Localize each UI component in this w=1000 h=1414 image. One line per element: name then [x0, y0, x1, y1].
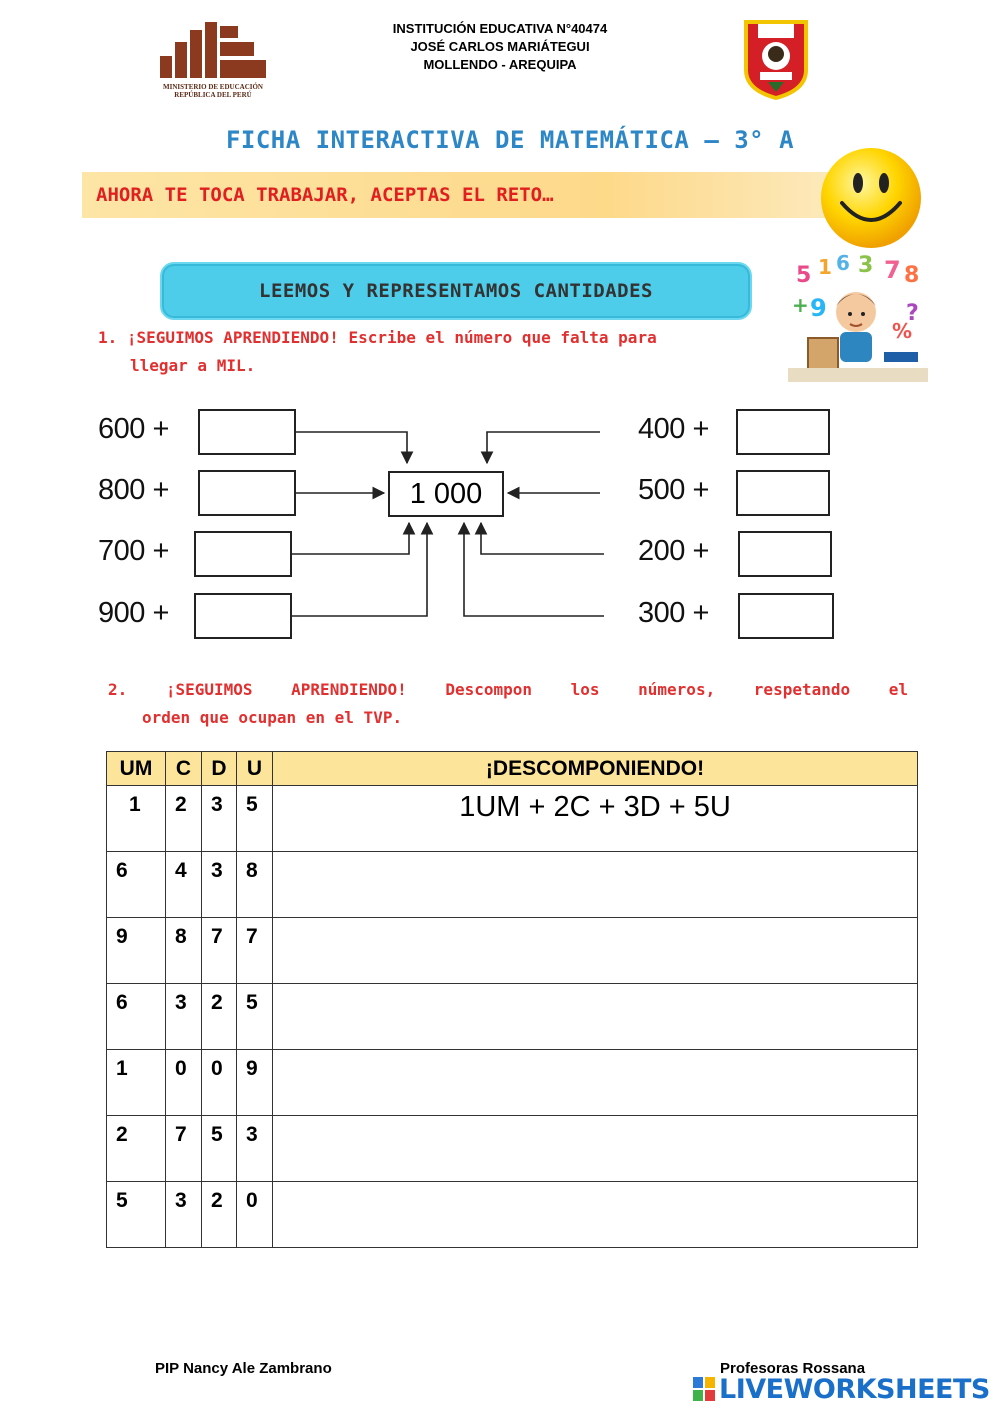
institution-line: MOLLENDO - AREQUIPA	[423, 57, 577, 72]
arrow-400	[487, 432, 600, 463]
cell-d: 2	[202, 1182, 237, 1248]
question-2-line-2: orden que ocupan en el TVP.	[142, 708, 403, 727]
question-2-word: el	[888, 680, 908, 699]
decomposition-answer-field[interactable]	[273, 1116, 918, 1182]
page-title: FICHA INTERACTIVA DE MATEMÁTICA – 3° A	[225, 126, 795, 154]
cell-d: 3	[202, 786, 237, 852]
svg-text:1: 1	[818, 255, 832, 279]
answer-box-700[interactable]	[194, 531, 292, 577]
svg-text:5: 5	[796, 263, 812, 288]
institution-line: INSTITUCIÓN EDUCATIVA N°40474	[392, 21, 608, 36]
cell-c: 0	[166, 1050, 202, 1116]
addend-label: 400 +	[638, 413, 709, 445]
answer-box-600[interactable]	[198, 409, 296, 455]
answer-box-500[interactable]	[736, 470, 830, 516]
svg-text:3: 3	[858, 253, 874, 278]
cell-u: 9	[237, 1050, 273, 1116]
institution-header	[350, 20, 650, 74]
question-2-word: los	[570, 680, 600, 699]
svg-text:9: 9	[810, 294, 827, 322]
question-2-word: ¡SEGUIMOS	[165, 680, 253, 699]
ministry-name	[158, 83, 268, 99]
addend-label: 800 +	[98, 474, 169, 506]
cell-c: 7	[166, 1116, 202, 1182]
cell-d: 7	[202, 918, 237, 984]
addend-label: 300 +	[638, 597, 709, 629]
question-2-word: respetando	[753, 680, 851, 699]
liveworksheets-icon	[692, 1376, 716, 1402]
cell-c: 8	[166, 918, 202, 984]
table-header-row	[107, 752, 918, 786]
table-row	[107, 984, 918, 1050]
cell-d: 5	[202, 1116, 237, 1182]
svg-text:8: 8	[904, 263, 920, 288]
header-um: UM	[107, 752, 166, 786]
arrow-200	[481, 523, 604, 554]
decomposition-answer-field[interactable]	[273, 852, 918, 918]
svg-text:6: 6	[836, 252, 850, 275]
exercise-1-diagram	[0, 395, 1000, 655]
table-row	[107, 918, 918, 984]
challenge-banner-text: AHORA TE TOCA TRABAJAR, ACEPTAS EL RETO…	[96, 184, 554, 206]
cell-um: 2	[107, 1116, 166, 1182]
cell-um: 1	[107, 786, 166, 852]
arrow-700	[292, 523, 409, 554]
header-decomposing: ¡DESCOMPONIENDO!	[273, 752, 918, 786]
cell-um: 6	[107, 984, 166, 1050]
question-2-word: Descompon	[445, 680, 533, 699]
table-row	[107, 786, 918, 852]
answer-box-400[interactable]	[736, 409, 830, 455]
svg-text:%: %	[892, 319, 913, 343]
cell-um: 6	[107, 852, 166, 918]
decomposition-example: 1UM + 2C + 3D + 5U	[273, 786, 918, 852]
section-heading: LEEMOS Y REPRESENTAMOS CANTIDADES	[160, 262, 752, 320]
header-u: U	[237, 752, 273, 786]
header-d: D	[202, 752, 237, 786]
question-2-line-1	[108, 676, 908, 704]
addend-label: 600 +	[98, 413, 169, 445]
institution-line: JOSÉ CARLOS MARIÁTEGUI	[410, 39, 590, 54]
header-c: C	[166, 752, 202, 786]
svg-text:7: 7	[884, 256, 901, 284]
question-1-line-2: llegar a MIL.	[130, 356, 256, 375]
addend-label: 700 +	[98, 535, 169, 567]
cell-um: 1	[107, 1050, 166, 1116]
school-crest-icon	[742, 18, 810, 100]
cell-u: 8	[237, 852, 273, 918]
arrow-900	[292, 523, 427, 616]
arrow-600	[296, 432, 407, 463]
target-thousand: 1 000	[388, 471, 504, 517]
liveworksheets-logo[interactable]	[692, 1372, 992, 1406]
ministry-logo-icon	[158, 22, 268, 80]
table-row	[107, 1116, 918, 1182]
cell-c: 3	[166, 984, 202, 1050]
decomposition-answer-field[interactable]	[273, 1182, 918, 1248]
footer-teachers: Profesoras Rossana	[720, 1360, 866, 1377]
decomposition-answer-field[interactable]	[273, 984, 918, 1050]
decomposition-answer-field[interactable]	[273, 1050, 918, 1116]
cell-d: 0	[202, 1050, 237, 1116]
svg-text:+: +	[792, 293, 809, 317]
cell-c: 2	[166, 786, 202, 852]
question-1	[98, 324, 788, 380]
addend-label: 500 +	[638, 474, 709, 506]
answer-box-200[interactable]	[738, 531, 832, 577]
cell-um: 5	[107, 1182, 166, 1248]
answer-box-800[interactable]	[198, 470, 296, 516]
svg-text:?: ?	[906, 301, 919, 326]
cell-u: 0	[237, 1182, 273, 1248]
ministry-logo	[158, 22, 268, 99]
cell-u: 7	[237, 918, 273, 984]
addend-label: 900 +	[98, 597, 169, 629]
smiley-icon	[818, 145, 924, 251]
ministry-line-2: REPÚBLICA DEL PERÚ	[174, 91, 252, 99]
cell-d: 2	[202, 984, 237, 1050]
question-2-word: 2.	[108, 680, 128, 699]
table-row	[107, 1182, 918, 1248]
question-2-word: números,	[638, 680, 716, 699]
question-1-line-1: 1. ¡SEGUIMOS APRENDIENDO! Escribe el número que falta para	[98, 328, 657, 347]
decomposition-answer-field[interactable]	[273, 918, 918, 984]
cell-d: 3	[202, 852, 237, 918]
place-value-table	[106, 751, 918, 1248]
cell-c: 3	[166, 1182, 202, 1248]
question-2-word: APRENDIENDO!	[291, 680, 407, 699]
addend-label: 200 +	[638, 535, 709, 567]
cell-um: 9	[107, 918, 166, 984]
question-2	[108, 676, 908, 732]
answer-box-900[interactable]	[194, 593, 292, 639]
student-numbers-illustration-icon	[788, 252, 928, 382]
cell-c: 4	[166, 852, 202, 918]
ministry-line-1: MINISTERIO DE EDUCACIÓN	[163, 83, 263, 91]
liveworksheets-text: LIVEWORKSHEETS	[719, 1373, 990, 1405]
table-row	[107, 1050, 918, 1116]
table-row	[107, 852, 918, 918]
footer-author: PIP Nancy Ale Zambrano	[155, 1360, 332, 1377]
cell-u: 5	[237, 984, 273, 1050]
arrow-300	[464, 523, 604, 616]
cell-u: 3	[237, 1116, 273, 1182]
cell-u: 5	[237, 786, 273, 852]
answer-box-300[interactable]	[738, 593, 834, 639]
